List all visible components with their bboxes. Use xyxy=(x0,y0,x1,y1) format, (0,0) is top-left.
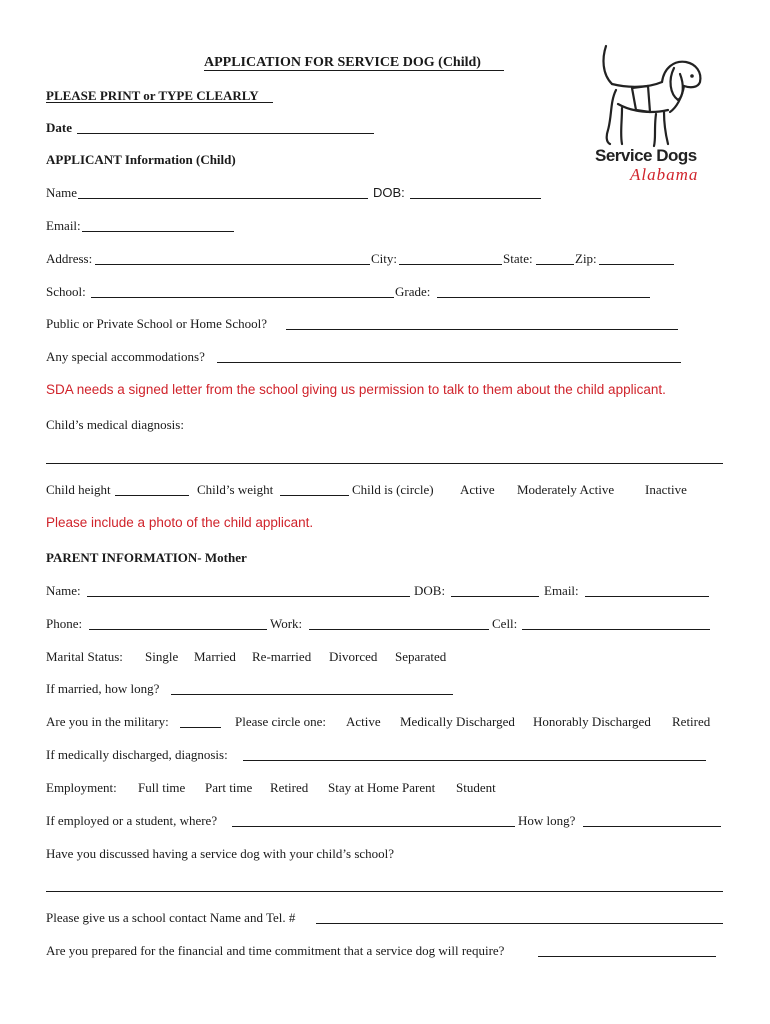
address-label: Address: xyxy=(46,251,93,266)
circle-one-label: Please circle one: xyxy=(235,714,326,729)
applicant-heading: APPLICANT Information (Child) xyxy=(46,152,236,167)
dob-label: DOB: xyxy=(373,185,405,200)
work-label: Work: xyxy=(270,616,303,631)
child-height-field[interactable] xyxy=(115,495,189,496)
phone-label: Phone: xyxy=(46,616,83,631)
date-label: Date xyxy=(46,120,72,135)
parent-email-field[interactable] xyxy=(585,596,709,597)
how-long-label: How long? xyxy=(518,813,576,828)
employment-option-student[interactable]: Student xyxy=(456,780,496,795)
address-field[interactable] xyxy=(95,264,370,265)
marital-option-separated[interactable]: Separated xyxy=(395,649,447,664)
phone-field[interactable] xyxy=(89,629,267,630)
school-type-field[interactable] xyxy=(286,329,678,330)
email-label: Email: xyxy=(46,218,81,233)
grade-label: Grade: xyxy=(395,284,431,299)
military-option-active[interactable]: Active xyxy=(346,714,381,729)
employment-label: Employment: xyxy=(46,780,117,795)
marital-option-remarried[interactable]: Re-married xyxy=(252,649,312,664)
military-label: Are you in the military: xyxy=(46,714,169,729)
prepared-field[interactable] xyxy=(538,956,716,957)
parent-dob-field[interactable] xyxy=(451,596,539,597)
parent-email-label: Email: xyxy=(544,583,579,598)
child-weight-label: Child’s weight xyxy=(197,482,274,497)
how-long-field[interactable] xyxy=(583,826,721,827)
marital-label: Marital Status: xyxy=(46,649,123,664)
child-is-label: Child is (circle) xyxy=(352,482,434,497)
discussed-school-field[interactable] xyxy=(46,891,723,892)
state-label: State: xyxy=(503,251,533,266)
parent-dob-label: DOB: xyxy=(414,583,446,598)
employment-option-stay-at-home[interactable]: Stay at Home Parent xyxy=(328,780,436,795)
school-type-label: Public or Private School or Home School? xyxy=(46,316,267,331)
school-contact-label: Please give us a school contact Name and Tel. # xyxy=(46,910,296,925)
name-field[interactable] xyxy=(78,198,368,199)
prepared-label: Are you prepared for the financial and time commitment that a service dog will require? xyxy=(46,943,505,958)
instruction-underline xyxy=(46,102,273,103)
employed-where-field[interactable] xyxy=(232,826,515,827)
child-weight-field[interactable] xyxy=(280,495,349,496)
zip-label: Zip: xyxy=(575,251,597,266)
child-height-label: Child height xyxy=(46,482,111,497)
employment-option-part-time[interactable]: Part time xyxy=(205,780,253,795)
medical-discharge-field[interactable] xyxy=(243,760,706,761)
parent-name-label: Name: xyxy=(46,583,81,598)
married-how-long-field[interactable] xyxy=(171,694,453,695)
military-option-retired[interactable]: Retired xyxy=(672,714,711,729)
logo-title: Service Dogs xyxy=(595,146,697,165)
form-title: APPLICATION FOR SERVICE DOG (Child) xyxy=(204,55,481,70)
dob-field[interactable] xyxy=(410,198,541,199)
instruction: PLEASE PRINT or TYPE CLEARLY xyxy=(46,88,259,103)
employed-where-label: If employed or a student, where? xyxy=(46,813,218,828)
photo-notice: Please include a photo of the child applicant. xyxy=(46,515,314,530)
marital-option-divorced[interactable]: Divorced xyxy=(329,649,378,664)
work-field[interactable] xyxy=(309,629,489,630)
logo-subtitle: Alabama xyxy=(630,165,699,184)
accommodations-label: Any special accommodations? xyxy=(46,349,205,364)
accommodations-field[interactable] xyxy=(217,362,681,363)
school-field[interactable] xyxy=(91,297,394,298)
married-how-long-label: If married, how long? xyxy=(46,681,160,696)
military-option-medically-discharged[interactable]: Medically Discharged xyxy=(400,714,515,729)
employment-option-retired[interactable]: Retired xyxy=(270,780,309,795)
military-option-honorably-discharged[interactable]: Honorably Discharged xyxy=(533,714,651,729)
city-field[interactable] xyxy=(399,264,502,265)
school-letter-notice: SDA needs a signed letter from the school giving us permission to talk to them about the child applicant. xyxy=(46,382,666,397)
school-contact-field[interactable] xyxy=(316,923,723,924)
medical-discharge-label: If medically discharged, diagnosis: xyxy=(46,747,228,762)
grade-field[interactable] xyxy=(437,297,650,298)
school-label: School: xyxy=(46,284,86,299)
parent-heading: PARENT INFORMATION- Mother xyxy=(46,550,247,565)
cell-label: Cell: xyxy=(492,616,518,631)
state-field[interactable] xyxy=(536,264,574,265)
discussed-school-label: Have you discussed having a service dog with your child’s school? xyxy=(46,846,395,861)
medical-diagnosis-label: Child’s medical diagnosis: xyxy=(46,417,184,432)
title-underline xyxy=(204,70,504,71)
date-field[interactable] xyxy=(77,133,374,134)
activity-option-active[interactable]: Active xyxy=(460,482,495,497)
activity-option-moderate[interactable]: Moderately Active xyxy=(517,482,615,497)
medical-diagnosis-field[interactable] xyxy=(46,463,723,464)
email-field[interactable] xyxy=(82,231,234,232)
city-label: City: xyxy=(371,251,398,266)
cell-field[interactable] xyxy=(522,629,710,630)
employment-option-full-time[interactable]: Full time xyxy=(138,780,186,795)
marital-option-single[interactable]: Single xyxy=(145,649,179,664)
zip-field[interactable] xyxy=(599,264,674,265)
military-field[interactable] xyxy=(180,727,221,728)
name-label: Name xyxy=(46,185,78,200)
marital-option-married[interactable]: Married xyxy=(194,649,236,664)
parent-name-field[interactable] xyxy=(87,596,410,597)
activity-option-inactive[interactable]: Inactive xyxy=(645,482,687,497)
